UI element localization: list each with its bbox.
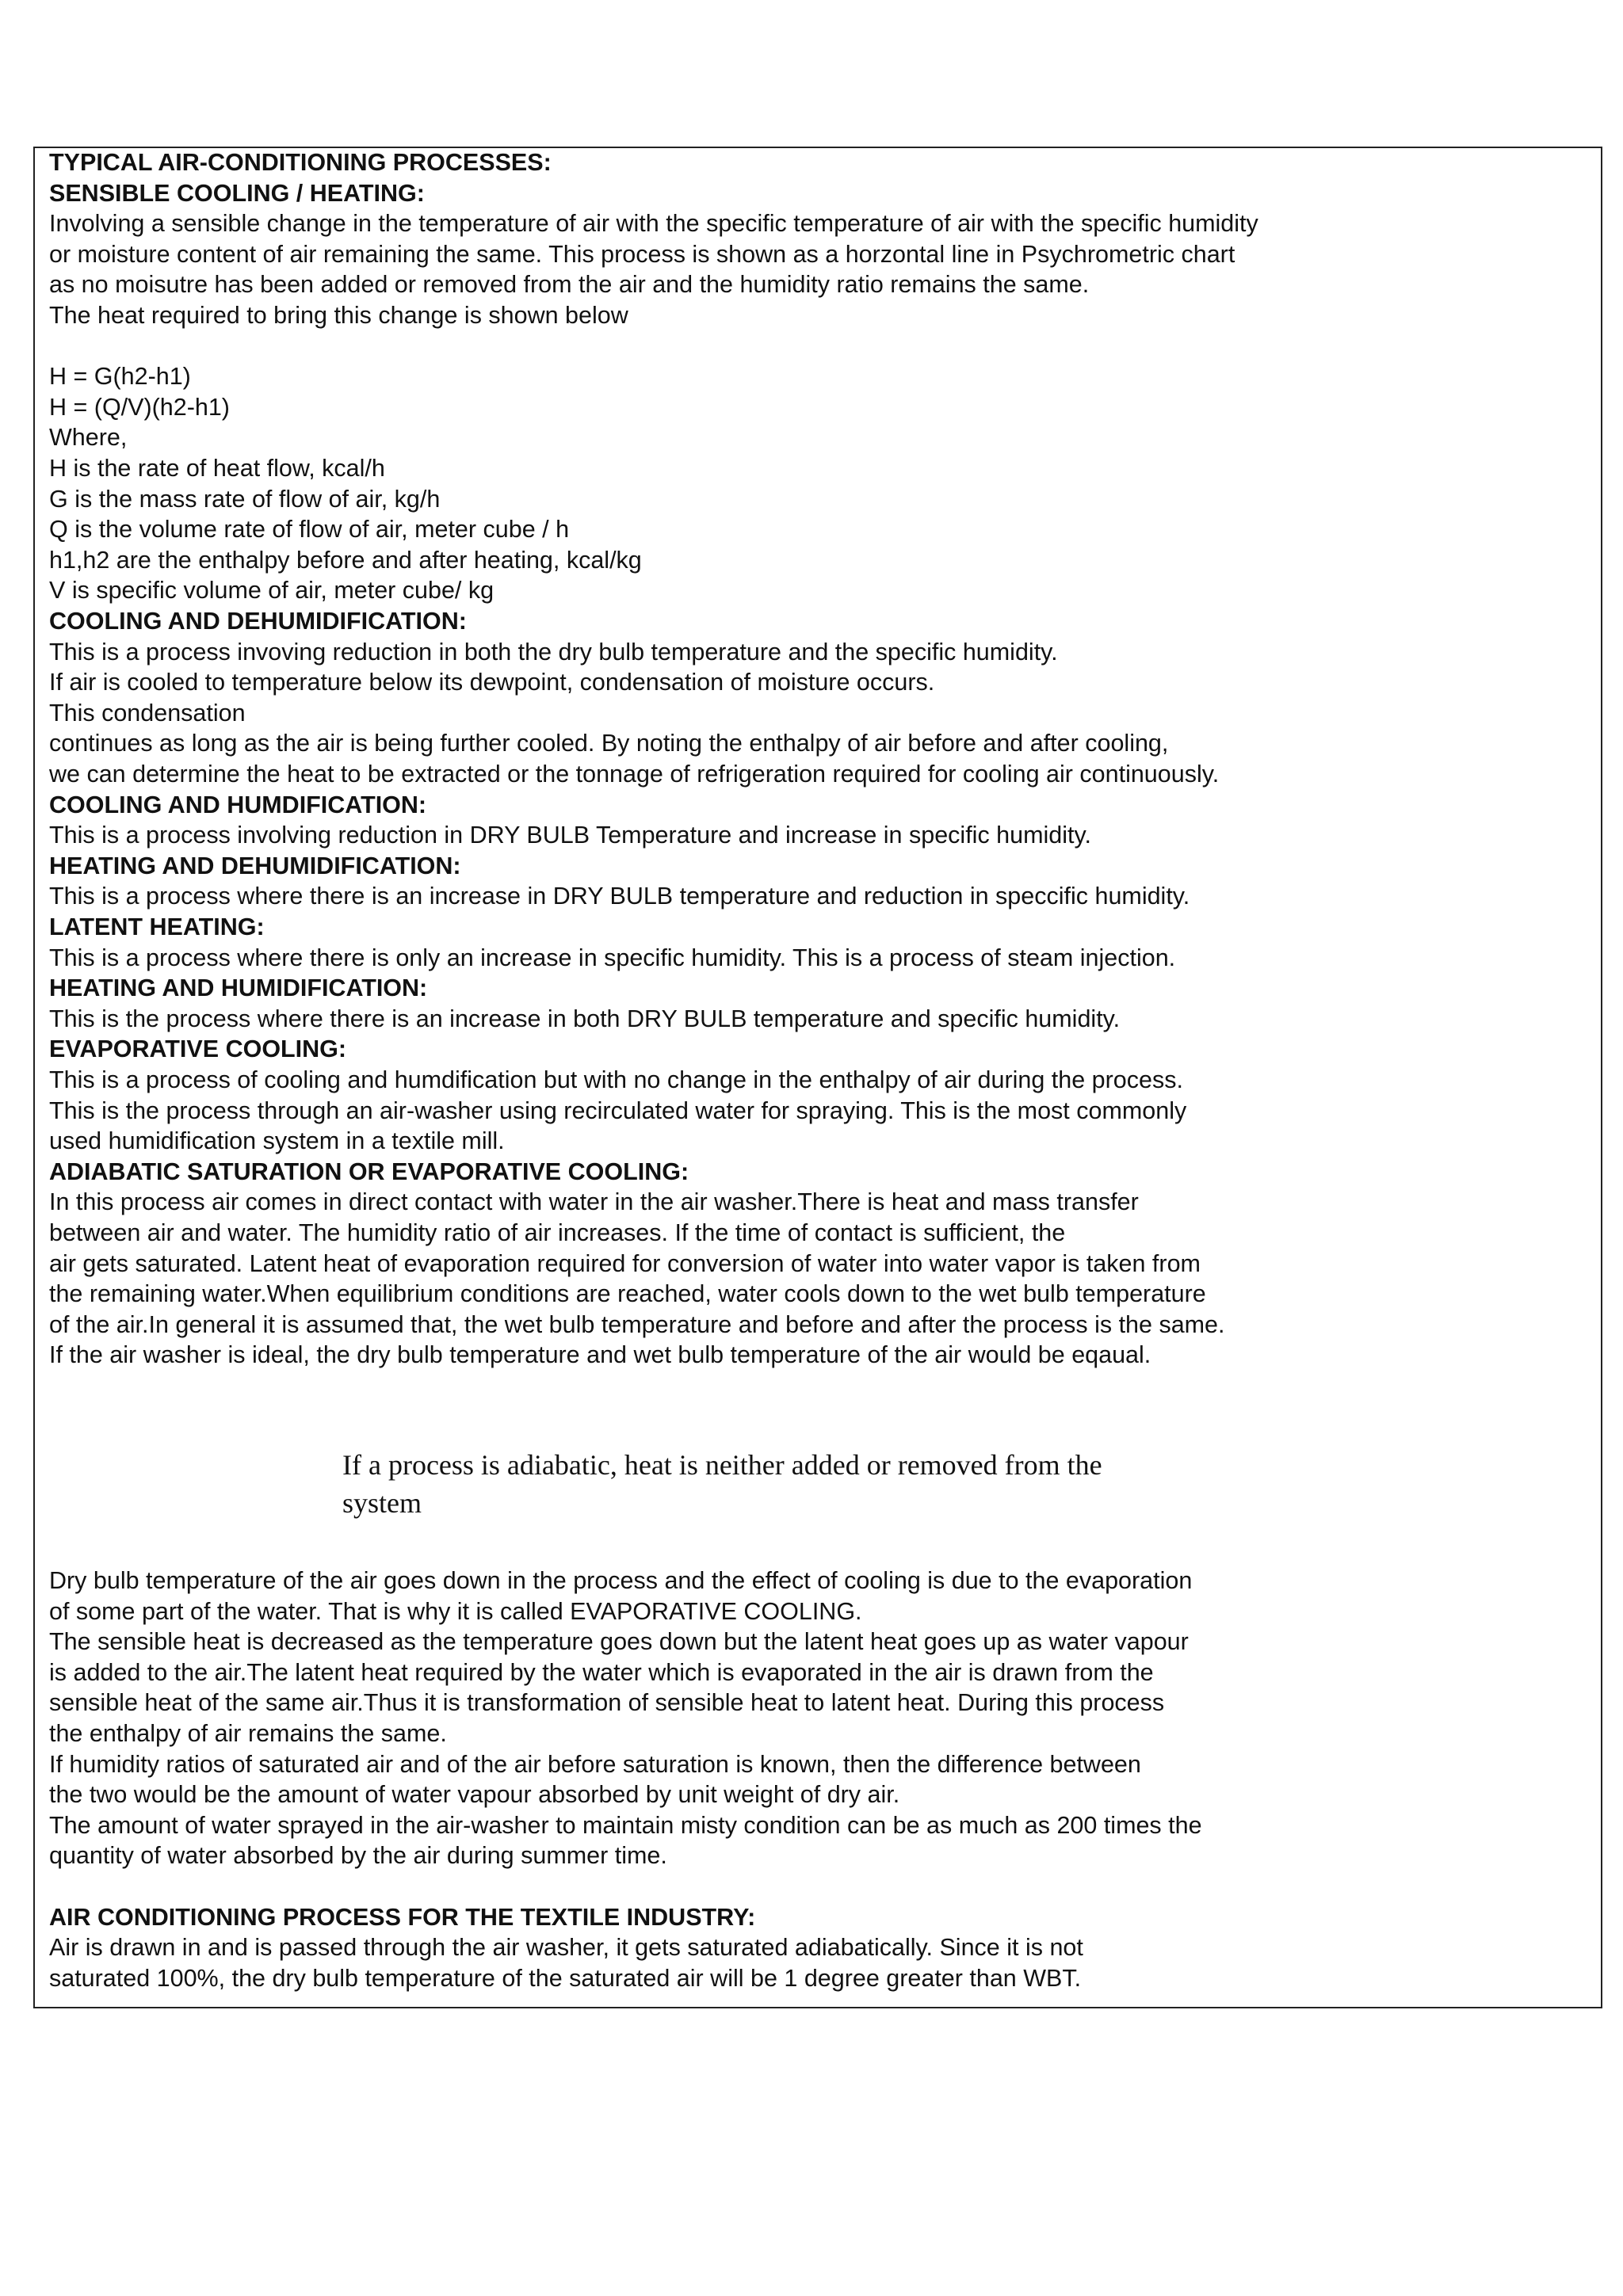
body-text-line: between air and water. The humidity ratio of air increases. If the time of contact is sufficient, the xyxy=(49,1219,1066,1246)
body-text-line: of some part of the water. That is why it is called EVAPORATIVE COOLING. xyxy=(49,1597,862,1625)
body-text-line: h1,h2 are the enthalpy before and after heating, kcal/kg xyxy=(49,546,642,574)
body-text-line: continues as long as the air is being further cooled. By noting the enthalpy of air before and after cooling, xyxy=(49,730,1169,757)
body-text-line: saturated 100%, the dry bulb temperature of the saturated air will be 1 degree greater than WBT. xyxy=(49,1964,1082,1992)
body-text-line: the enthalpy of air remains the same. xyxy=(49,1720,447,1747)
section-heading: ADIABATIC SATURATION OR EVAPORATIVE COOLING: xyxy=(49,1158,689,1185)
body-text-line: The heat required to bring this change is shown below xyxy=(49,302,628,329)
callout-text-line: If a process is adiabatic, heat is neither added or removed from the xyxy=(342,1449,1102,1481)
body-text-line: Dry bulb temperature of the air goes down in the process and the effect of cooling is due to the evaporation xyxy=(49,1567,1193,1594)
section-heading: EVAPORATIVE COOLING: xyxy=(49,1035,347,1063)
body-text-line: G is the mass rate of flow of air, kg/h xyxy=(49,485,441,513)
section-heading: TYPICAL AIR-CONDITIONING PROCESSES: xyxy=(49,149,552,176)
body-text-line: This condensation xyxy=(49,699,246,727)
body-text-line: This is the process through an air-washer using recirculated water for spraying. This is the most commonly xyxy=(49,1097,1187,1124)
body-text-line: used humidification system in a textile mill. xyxy=(49,1127,505,1155)
body-text-line: or moisture content of air remaining the same. This process is shown as a horzontal line in Psychrometric chart xyxy=(49,240,1235,268)
callout-text-line: system xyxy=(342,1487,422,1519)
section-heading: COOLING AND HUMDIFICATION: xyxy=(49,791,427,818)
body-text-line: The amount of water sprayed in the air-washer to maintain misty condition can be as much as 200 times the xyxy=(49,1811,1202,1839)
body-text-line: This is a process where there is an increase in DRY BULB temperature and reduction in speccific humidity. xyxy=(49,883,1190,910)
body-text-line: we can determine the heat to be extracted or the tonnage of refrigeration required for cooling air continuously. xyxy=(49,761,1220,788)
body-text-line: of the air.In general it is assumed that, the wet bulb temperature and before and after the process is the same. xyxy=(49,1310,1225,1338)
body-text-line: This is a process involving reduction in DRY BULB Temperature and increase in specific humidity. xyxy=(49,822,1091,849)
section-heading: COOLING AND DEHUMIDIFICATION: xyxy=(49,608,467,635)
body-text-line: If air is cooled to temperature below its dewpoint, condensation of moisture occurs. xyxy=(49,669,935,696)
body-text-line: If humidity ratios of saturated air and of the air before saturation is known, then the difference between xyxy=(49,1750,1141,1778)
body-text-line: This is a process where there is only an increase in specific humidity. This is a process of steam injection. xyxy=(49,944,1176,971)
body-text-line: Q is the volume rate of flow of air, meter cube / h xyxy=(49,516,570,543)
body-text-line: This is the process where there is an increase in both DRY BULB temperature and specific humidity. xyxy=(49,1005,1121,1032)
body-text-line: H = G(h2-h1) xyxy=(49,363,191,391)
section-heading: HEATING AND HUMIDIFICATION: xyxy=(49,974,428,1002)
body-text-line: This is a process invoving reduction in both the dry bulb temperature and the specific humidity. xyxy=(49,638,1058,666)
section-heading: HEATING AND DEHUMIDIFICATION: xyxy=(49,852,461,879)
body-text-line: If the air washer is ideal, the dry bulb temperature and wet bulb temperature of the air would be eqaual. xyxy=(49,1341,1151,1369)
body-text-line: quantity of water absorbed by the air during summer time. xyxy=(49,1842,667,1870)
body-text-line: as no moisutre has been added or removed from the air and the humidity ratio remains the same. xyxy=(49,271,1090,299)
body-text-line: Involving a sensible change in the temperature of air with the specific temperature of air with the specific humidity xyxy=(49,210,1258,238)
body-text-line: Where, xyxy=(49,424,128,452)
body-text-line: air gets saturated. Latent heat of evaporation required for conversion of water into water vapor is taken from xyxy=(49,1249,1201,1277)
body-text-line: H is the rate of heat flow, kcal/h xyxy=(49,455,385,482)
body-text-line: This is a process of cooling and humdification but with no change in the enthalpy of air during the process. xyxy=(49,1066,1183,1093)
body-text-line: The sensible heat is decreased as the temperature goes down but the latent heat goes up as water vapour xyxy=(49,1628,1189,1656)
body-text-line: Air is drawn in and is passed through the air washer, it gets saturated adiabatically. Since it is not xyxy=(49,1934,1083,1962)
body-text-line: H = (Q/V)(h2-h1) xyxy=(49,393,230,421)
section-heading: SENSIBLE COOLING / HEATING: xyxy=(49,179,425,207)
body-text-line: is added to the air.The latent heat required by the water which is evaporated in the air is drawn from the xyxy=(49,1658,1154,1686)
section-heading: AIR CONDITIONING PROCESS FOR THE TEXTILE INDUSTRY: xyxy=(49,1903,756,1931)
body-text-line: In this process air comes in direct contact with water in the air washer.There is heat and mass transfer xyxy=(49,1188,1139,1216)
body-text-line: the remaining water.When equilibrium conditions are reached, water cools down to the wet bulb temperature xyxy=(49,1280,1206,1308)
section-heading: LATENT HEATING: xyxy=(49,913,265,940)
body-text-line: sensible heat of the same air.Thus it is transformation of sensible heat to latent heat. During this process xyxy=(49,1689,1165,1717)
body-text-line: the two would be the amount of water vapour absorbed by unit weight of dry air. xyxy=(49,1781,900,1809)
body-text-line: V is specific volume of air, meter cube/ kg xyxy=(49,577,495,605)
